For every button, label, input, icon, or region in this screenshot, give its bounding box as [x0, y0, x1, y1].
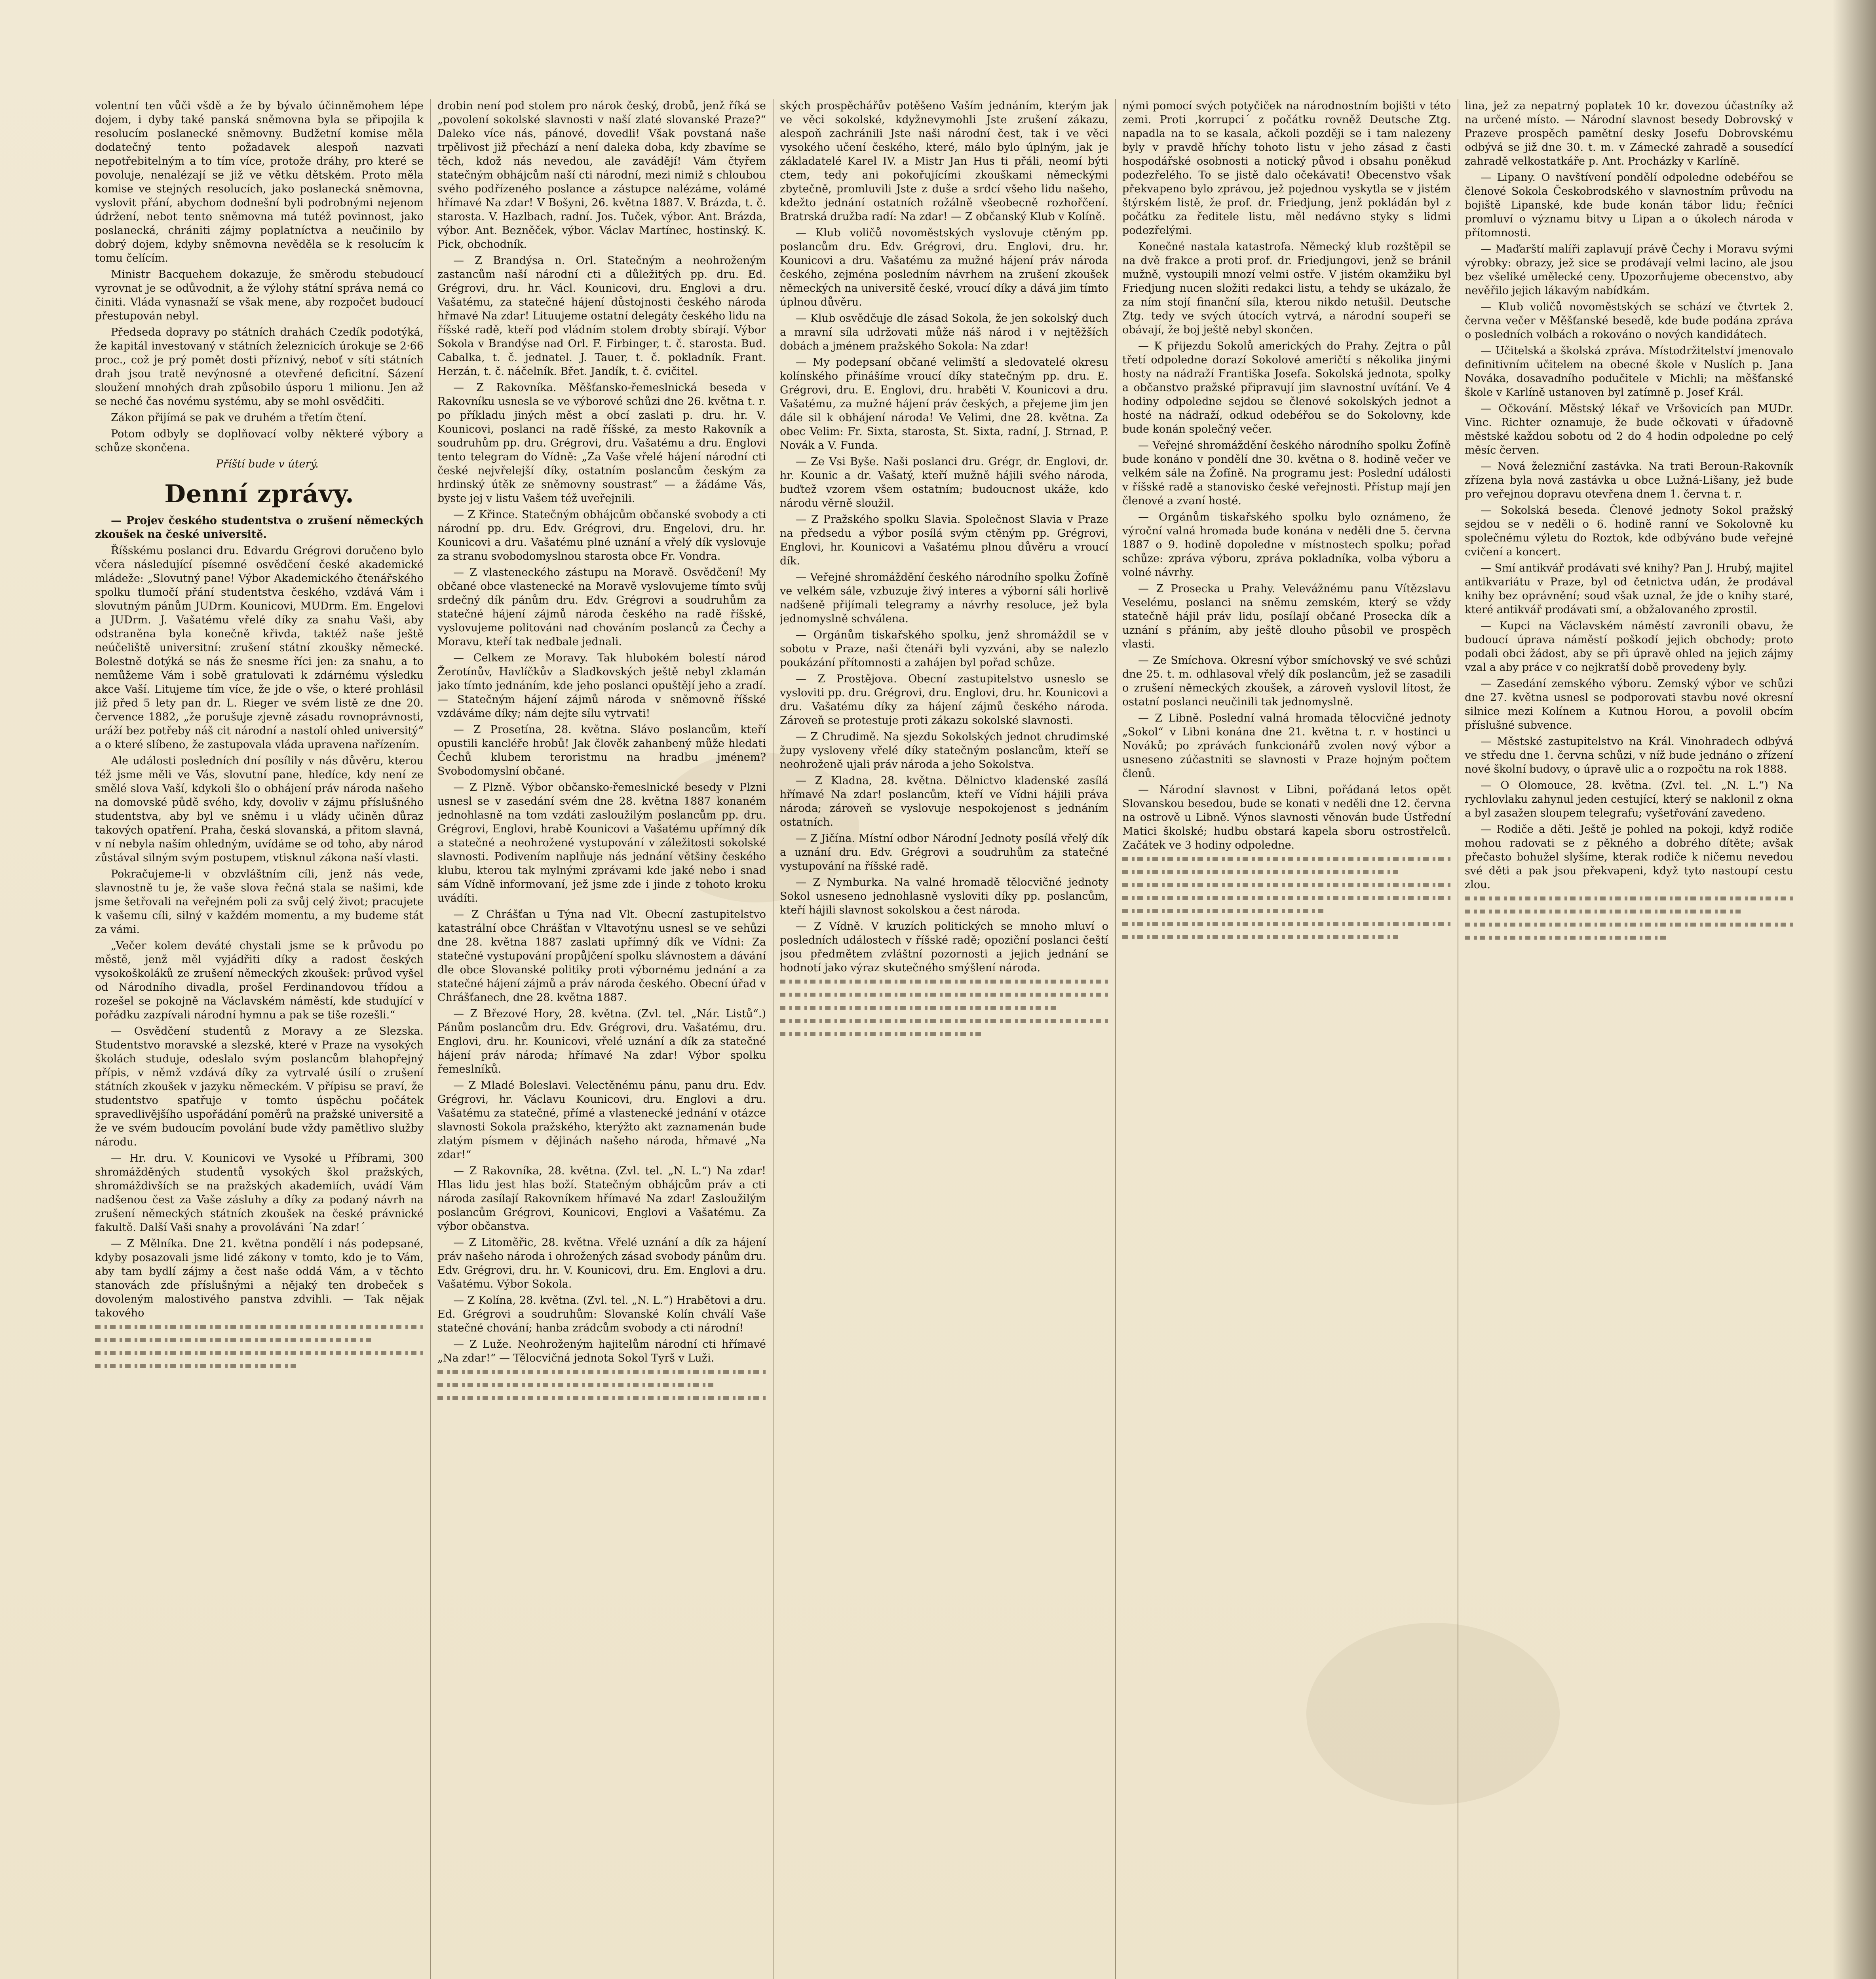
article-paragraph: Konečné nastala katastrofa. Německý klub rozštěpil se na dvě frakce a proti prof. dr. Friedjungovi, jenž se bránil mužně, vystoupili mnozí velmi ostře. V jistém okamžiku byl Friedjung nucen složiti redakci listu, a tehdy se ukázalo, že za ním stojí finanční síla, kterou nikdo netušil. Deutsche Ztg. tedy ve svých útocích vytrvá, a národní soupeři se obávají, že boj ještě nebyl skončen. — [1122, 241, 1451, 336]
column-rule — [1115, 99, 1116, 1979]
article-paragraph: — Z Chrášťan u Týna nad Vlt. Obecní zastupitelstvo katastrální obce Chrášťan v Vltavotýnu usnesl se ve sehůzi dne 28. května 1887 zaslati upřímný dík ve Vídni: Za statečné vystupování propůjčení spolku slávnostem a dávání dle obce Slovanské politiky proti výbornému jednání a za statečné hájení zájmů a práv národa českého. Obecní úřad v Chrášťanech, dne 28. května 1887. — [437, 908, 766, 1004]
text-line — [1122, 909, 1326, 913]
article-lead: — Projev českého studentstva o zrušení německých zkoušek na české universitě. — [95, 515, 424, 541]
article-paragraph: — Z Prosecka u Prahy. Velevážnému panu Vítězslavu Veselému, poslanci na sněmu zemském, který se vždy statečně hájil práv lidu, posílají občané Prosecka dík a uznání s přáním, aby ještě dlouho působil ve prospěch vlasti. — [1122, 583, 1451, 650]
article-paragraph: — Maďarští malíři zaplavují právě Čechy i Moravu svými výrobky: obrazy, jež sice se prodávají velmi lacino, ale jsou bez všeliké umělecké ceny. Upozorňujeme obecenstvo, aby nevěřilo jejich lákavým nabídkám. — [1465, 243, 1793, 297]
text-line — [780, 1032, 984, 1036]
article-paragraph: — Z Chrudimě. Na sjezdu Sokolských jednot chrudimské župy vysloveny vřelé díky statečným poslancům, kteří se neohroženě ujali práv národa a jeho Sokolstva. — [780, 731, 1108, 771]
article-paragraph: drobin není pod stolem pro nárok český, drobů, jenž říká se „povolení sokolské slavnosti v naší zlaté slovanské Praze?“ Daleko více nás, pánové, dovedli! Však povstaná naše trpělivost již přechází a není daleka doba, kdy zbavíme se těch, kdož nás nevedou, ale zavádějí! Vám čtyřem statečným obhájcům naší cti národní, mezi nimiž s chloubou svého podřízeného poslance a zástupce nalézáme, volámé hřímavé Na zdar! V Bošyni, 26. května 1887. V. Brázda, t. č. starosta. V. Hazlbach, radní. Jos. Tuček, výbor. Ant. Brázda, výbor. Ant. Bezněček, výbor. Václav Martínec, hostinský. K. Pick, obchodník. — [437, 100, 766, 251]
article-paragraph: — Rodiče a děti. Ještě je pohled na pokoji, když rodiče mohou radovati se z pěkného a dobrého dítěte; avšak přečasto bohužel slyšíme, kterak rodiče k ničemu nevedou své děti a pak jsou překvapeni, když tyto nastoupí cestu zlou. — [1465, 823, 1793, 891]
article-paragraph: lina, jež za nepatrný poplatek 10 kr. dovezou účastníky až na určené místo. — Národní slavnost besedy Dobrovský v Prazeve prospěch pamětní desky Josefu Dobrovskému odbývá se již dne 30. t. m. v Zámecké zahradě a sousedící zahradě velkostatkáře p. Ant. Procházky v Karlíně. — [1465, 100, 1793, 167]
continuation-note: Příští bude v úterý. — [216, 458, 319, 470]
article-paragraph: — My podepsaní občané velimští a sledovatelé okresu kolínského přinášíme vroucí díky statečným pp. dru. E. Grégrovi, dru. E. Englovi, dru. hraběti V. Kounicovi a dru. Vašatému, za mužné hájení práv českých, a přejeme jim jen dále sil k obhájení národa! Ve Velimi, dne 28. května. Za obec Velim: Fr. Sixta, starosta, St. Sixta, radní, J. Strnad, P. Novák a V. Funda. — [780, 356, 1108, 452]
text-line — [780, 993, 1108, 997]
text-line — [1122, 870, 1398, 874]
article-paragraph: Potom odbyly se doplňovací volby některé výbory a schůze skončena. — [95, 428, 424, 454]
text-line — [1122, 883, 1451, 887]
text-line — [437, 1370, 766, 1374]
article-paragraph: — Z Prosetína, 28. května. Slávo poslancům, kteří opustili kancléře hrobů! Jak člověk zahanbený může hledati Čechů klubem teroristmu na hradbu jménem? Svobodomyslní občané. — [437, 724, 766, 777]
text-line — [1465, 896, 1793, 900]
article-paragraph: — Sokolská beseda. Členové jednoty Sokol pražský sejdou se v neděli o 6. hodině ranní ve Sokolovně ku společnému výletu do Roztok, kde odbýváno bude veřejné cvičení a koncert. — [1465, 504, 1793, 558]
text-line — [1465, 923, 1793, 927]
article-paragraph: — Hr. dru. V. Kounicovi ve Vysoké u Příbrami, 300 shromážděných studentů vysokých škol pražských, shromáždivších se na pražských akademiích, uvádí Vám nadšenou čest za Vaše zásluhy a díky za podaný návrh na zrušení německých státních zkoušek na české právnické fakultě. Další Vaši snahy a provoláváni ´Na zdar!´ — [95, 1152, 424, 1234]
article-paragraph: — Ze Vsi Byše. Naši poslanci dru. Grégr, dr. Englovi, dr. hr. Kounic a dr. Vašatý, kteří mužně hájili svého národa, buďtež vzorem všem ostatním; budoucnost ukáže, kdo národu věrně sloužil. — [780, 456, 1108, 509]
article-paragraph: — Z Kolína, 28. května. (Zvl. tel. „N. L.“) Hrabětovi a dru. Ed. Grégrovi a soudruhům: Slovanské Kolín chválí Vaše statečné chování; hanba zrádcům svobody a cti národní! — [437, 1294, 766, 1334]
article-paragraph: — Očkování. Městský lékař ve Vršovicích pan MUDr. Vinc. Richter oznamuje, že bude očkovati v úřadovně městské každou sobotu od 2 do 4 hodin odpoledne po celý měsíc červen. — [1465, 403, 1793, 456]
article-paragraph: — Z Litoměřic, 28. května. Vřelé uznání a dík za hájení práv našeho národa i ohrožených zásad svobody pánům dru. Edv. Grégrovi, dru. hr. V. Kounicovi, dru. Em. Englovi a dru. Vašatému. Výbor Sokola. — [437, 1236, 766, 1290]
article-paragraph: — Orgánům tiskařského spolku bylo oznámeno, že výroční valná hromada bude konána v neděli dne 5. června 1887 o 9. hodině dopoledne v místnostech spolku; pořad schůze: zpráva výboru, zpráva pokladníka, volba výboru a volné návrhy. — [1122, 511, 1451, 579]
text-line — [95, 1351, 424, 1355]
text-line — [1122, 935, 1398, 939]
article-paragraph: — Kupci na Václavském náměstí zavronili obavu, že budoucí úprava náměstí poškodí jejich obchody; proto podali obci žádost, aby se při úpravě ohled na jejich zájmy vzal a aby práce v co nejkratší době provedeny byly. — [1465, 620, 1793, 674]
column-5 — [1465, 99, 1793, 1979]
article-paragraph: — Učitelská a školská zpráva. Místodržitelství jmenovalo definitivním učitelem na obecné škole v Nuslích p. Jana Nováka, dosavadního podučitele v Michli; na měšťanské škole v Karlíně ustanoven byl zatímně p. Josef Král. — [1465, 345, 1793, 399]
article-paragraph: — Zasedání zemského výboru. Zemský výbor ve schůzi dne 27. května usnesl se podporovati stavbu nové okresní silnice mezi Kolínem a Kutnou Horou, a povolil obcím příslušné subvence. — [1465, 678, 1793, 731]
article-paragraph: volentní ten vůči všdě a že by bývalo účinněmohem lépe dojem, i dyby také panská sněmovna byla se připojila k resolucím poslanecké sněmovny. Budžetní komise měla dodatečný tento požadavek alespoň nazvati nepotřebitelným a to tím více, protože dráhy, pro které se povoluje, nenalézají se již ve větku dětském. Proto měla komise ve stejných resolucích, jako poslanecká sněmovna, vyslovit přání, abychom dodnešní byli podrobnými nejenom údržení, nebot tento sněmovna má tutéž povinnost, jako poslanecká, chrániti zájmy poplatníctva a neučinilo by dobrý dojem, kdyby sněmovna nevěděla se k resolucím k tomu čelícím. — [95, 100, 424, 264]
column-3 — [780, 99, 1108, 1979]
article-paragraph: — Z Jičína. Místní odbor Národní Jednoty posílá vřelý dík a uznání dru. Edv. Grégrovi a soudruhům za statečné vystupování na říšské radě. — [780, 832, 1108, 872]
binding-shadow — [1832, 0, 1876, 1979]
article-paragraph: — Z Libně. Poslední valná hromada tělocvičné jednoty „Sokol“ v Libni konána dne 21. května t. r. v hostinci u Nováků; po zprávách funkcionářů zvolen nový výbor a usneseno zúčastniti se slavnosti v Praze hojným počtem členů. — [1122, 712, 1451, 780]
article-paragraph: — Klub voličů novoměstských vyslovuje ctěným pp. poslancům dru. Edv. Grégrovi, dru. Englovi, dru. hr. Kounicovi a dru. Vašatému za mužné hájení práv národa českého, zejména posledním návrhem na zrušení zkoušek německých na universitě české, vroucí díky a dává jim tímto úplnou důvěru. — [780, 227, 1108, 308]
article-paragraph: — Z Březové Hory, 28. května. (Zvl. tel. „Nár. Listů“.) Pánům poslancům dru. Edv. Grégrovi, dru. Vašatému, dru. Englovi, dru. hr. Kounicovi, vřelé uznání a dík za statečné hájení práv národa; hřímavé Na zdar! Výbor spolku řemeslníků. — [437, 1008, 766, 1075]
article-paragraph: — Veřejné shromáždění českého národního spolku Žofíně ve velkém sále, vzbuzuje živý interes a výborní sáli horlivě nadšeně přijímali telegramy a návrhy resoluce, jež byla jednomyslně schválena. — [780, 571, 1108, 625]
article-paragraph: Ministr Bacquehem dokazuje, že směrodu stebudoucí vyrovnat je se odůvodnit, a že výlohy státní správa nemá co činiti. Vláda vynasnaží se však mene, aby rozpočet budoucí přestupován nebyl. — [95, 268, 424, 322]
article-paragraph: ských prospěchářův potěšeno Vaším jednáním, kterým jak ve věci sokolské, kdyžnevymohli Jste zrušení zákazu, alespoň zachránili Jste naši národní čest, tak i ve věci vysokého učení českého, které, málo bylo úplným, jak je základatelé Karel IV. a Mistr Jan Hus ti přáli, neomí býti ctem, tedy ani pokořujícími zkouškami německými zbytečně, promluvili Jste z duše a srdcí všeho lidu našeho, kdežto jednání ostatních rožálně všeobecně rozhořčení. Bratrská družba radí: Na zdar! — Z občanský Klub v Kolíně. — [780, 100, 1108, 223]
article-paragraph: — Z Luže. Neohroženým hajitelům národní cti hřímavé „Na zdar!“ — Tělocvičná jednota Sokol Tyrš v Luži. — [437, 1338, 766, 1364]
column-rule — [430, 99, 431, 1979]
text-line — [1122, 896, 1451, 900]
article-paragraph: — Lipany. O navštívení pondělí odpoledne odebéřou se členové Sokola Českobrodského v slavnostním průvodu na bojiště Lipanské, kde bude konán tábor lidu; řečníci promluví o významu bitvy u Lipan a o úkolech národa v přítomnosti. — [1465, 171, 1793, 239]
article-paragraph: — Městské zastupitelstvo na Král. Vinohradech odbývá ve středu dne 1. června schůzi, v níž bude jednáno o zřízení nové školní budovy, o úpravě ulic a o rozpočtu na rok 1888. — [1465, 735, 1793, 775]
article-paragraph: — Z Mělníka. Dne 21. května pondělí i nás podepsané, kdyby posazovali jsme lidé zákony v tomto, kdo je to Vám, aby tam bydlí zájmy a čest naše oddá Vám, a v těchto stanovách zde příslušnými a nějaký ten drobeček s dovoleným malostivého panstva zdvihli. — Tak nějak takového — [95, 1238, 424, 1319]
section-heading: Denní zprávy. — [164, 479, 354, 508]
article-paragraph: — Klub voličů novoměstských se schází ve čtvrtek 2. června večer v Měšťanské besedě, kde bude podána zpráva o posledních volbách a rokováno o nových kandidátech. — [1465, 301, 1793, 341]
article-paragraph: — Z Prostějova. Obecní zastupitelstvo usneslo se vysloviti pp. dru. Grégrovi, dru. Englovi, dru. hr. Kounicovi a dru. Vašatému díky za hájení zájmů českého národa. Zároveň se protestuje proti zákazu sokolské slavnosti. — [780, 673, 1108, 727]
article-paragraph: — Z Vídně. V kruzích politických se mnoho mluví o posledních událostech v říšské radě; opoziční poslanci čeští jsou předmětem zvláštní pozornosti a jejich jednání se hodnotí jako výraz skutečného smýšlení národa. — [780, 920, 1108, 974]
text-line — [780, 1019, 1108, 1023]
article-paragraph: — Z vlasteneckého zástupu na Moravě. Osvědčení! My občané obce vlastenecké na Moravě vyslovujeme tímto svůj srdečný dík pánům dru. Edv. Grégrovi a soudruhům za statečné hájení zájmů národa českého na radě říšské, vyslovujeme politováni nad chováním poslanců za Čechy a Moravu, kteří tak nedbale jednali. — [437, 566, 766, 648]
column-1 — [95, 99, 424, 1979]
article-paragraph: — Z Pražského spolku Slavia. Společnost Slavia v Praze na předsedu a výbor posílá svým ctěným pp. Grégrovi, Englovi, hr. Kounicovi a Vašatému plnou důvěru a vroucí dík. — [780, 513, 1108, 567]
article-paragraph: — Z Brandýsa n. Orl. Statečným a neohroženým zastancům naší národní cti a důležitých pp. dru. Ed. Grégrovi, dru. hr. Václ. Kounicovi, dru. Englovi a dru. Vašatému, za statečné hájení důstojnosti českého národa hřmavé Na zdar! Lituujeme ostatní delegáty českého lidu na říšské radě, kteří pod vládním stolem drobty sbírají. Výbor Sokola v Brandýse nad Orl. F. Firbinger, t. č. starosta. Bud. Cabalka, t. č. jednatel. J. Tauer, t. č. pokladník. Frant. Herzán, t. č. náčelník. Břet. Jandík, t. č. cvičitel. — [437, 254, 766, 378]
article-paragraph: — Z Rakovníka, 28. května. (Zvl. tel. „N. L.“) Na zdar! Hlas lidu jest hlas boží. Statečným obhájcům práv a cti národa zasílají Rakovníkem hřímavé Na zdar! Zasloužilým poslancům Grégrovi, Kounicovi, Englovi a Vašatému. Za výbor občanstva. — [437, 1165, 766, 1233]
article-paragraph: — Z Kladna, 28. května. Dělnictvo kladenské zasílá hřímavé Na zdar! poslancům, kteří ve Vídni hájili práva národa; zároveň se vyslovuje nespokojenost s jednáním ostatních. — [780, 775, 1108, 828]
text-columns — [95, 99, 1793, 1979]
column-rule — [773, 99, 774, 1979]
article-paragraph: Říšskému poslanci dru. Edvardu Grégrovi doručeno bylo včera následující písemné osvědčení české akademické mládeže: „Slovutný pane! Výbor Akademického čtenářského spolku tlumočí přání studentstva českého, vzdává Vám i slovutným pánům JUDrm. Kounicovi, MUDrm. Em. Engelovi a JUDrm. J. Vašatému vřelé díky za snahu Vaši, aby odstraněna byla konečně křivda, taktéž naše ještě neúčeliště universitní: zrušení státní zkoušky německé. Bolestně dotýká se nás že snesme říci jen: za snahu, a to nemůžeme Vám i sobě gratulovati k zdárnému výsledku akce Vaší. Litujeme tím více, že jde o vše, o které prohlásil již před 5 lety pan dr. L. Rieger ve svém listě ze dne 20. července 1882, „že porušuje zjevně zásadu rovnoprávnosti, uráží bez potřeby náš cit národní a nastolí ohled universitý“ a o které slíbeno, že zastupovala vláda upravena nařízením. — [95, 545, 424, 751]
article-paragraph: — Národní slavnost v Libni, pořádaná letos opět Slovanskou besedou, bude se konati v neděli dne 12. června na ostrově u Libně. Výnos slavnosti věnován bude Ústřední Matici školské; hudbu obstará kapela sboru ostrostřelců. Začátek ve 3 hodiny odpoledne. — [1122, 784, 1451, 851]
text-line — [780, 1006, 1056, 1010]
article-paragraph: — Veřejné shromáždění českého národního spolku Žofíně bude konáno v pondělí dne 30. května o 8. hodině večer ve velkém sále na Žofíně. Na programu jest: Poslední události v říšské radě a stanovisko české veřejnosti. Přístup mají jen členové a zvaní hosté. — [1122, 439, 1451, 507]
article-paragraph: Ale události posledních dní posílily v nás důvěru, kterou též jsme měli ve Vás, slovutní pane, hledíce, kdy není ze smělé slova Vaší, kdykoli šlo o obhájení práv národa našeho na domovské půdě svého, kdy, dovoliv v zájmu příslušného studentstva, aby byl ve sněmu i u vlády učiněn důraz takových opatření. Praha, česká slovanská, a přitom slavná, v ní nebyla naším ohledným, uvídáme se od toho, aby národ zůstával silným svým postupem, vtisknul zákona naší vlasti. — [95, 755, 424, 864]
column-4 — [1122, 99, 1451, 1979]
text-line — [95, 1338, 371, 1342]
article-paragraph: — Z Křince. Statečným obhájcům občanské svobody a cti národní pp. dru. Edv. Grégrovi, dru. Engelovi, dru. hr. Kounicovi a dru. Vašatému plné uznání a vřelý dík vyslovuje za stranu svobodomyslnou starosta obce Fr. Vondra. — [437, 509, 766, 562]
article-paragraph: — Z Mladé Boleslavi. Velectěnému pánu, panu dru. Edv. Grégrovi, hr. Václavu Kounicovi, dru. Englovi a dru. Vašatému za statečné, přímé a vlastenecké jednání v otázce slavnosti Sokola pražského, kterýžto akt zaznamenán bude zlatým písmem v dějinách našeho národa, hřmavé „Na zdar!“ — [437, 1079, 766, 1161]
article-paragraph: — O Olomouce, 28. května. (Zvl. tel. „N. L.“) Na rychlovlaku zahynul jeden cestující, který se naklonil z okna a byl zasažen sloupem telegrafu; vyšetřování zavedeno. — [1465, 779, 1793, 819]
text-line — [437, 1383, 713, 1387]
article-paragraph: nými pomocí svých potyčiček na národnostním bojišti v této zemi. Proti ,korrupci´ z počátku rovněž Deutsche Ztg. napadla na to se kasala, ačkoli později se i tam nalezeny byly v pravdě hříchy tohoto listu v jeho zásad z časti hospodářské osobnosti a notický původ i obsahu poněkud podezřelého. To se jistě dalo očekávati! Obecenstvo však překvapeno bylo zprávou, jež pojednou vyskytla se v jistém štýrském listě, že prof. dr. Friedjung, jenž pokládán byl z počátku za ředitele listu, měl nedávno styky s lidmi podezřelými. — [1122, 100, 1451, 237]
article-paragraph: — Osvědčení studentů z Moravy a ze Slezska. Studentstvo moravské a slezské, které v Praze na vysokých školách studuje, odeslalo svým poslancům blahopřejný přípis, v němž vzdává díky za vytrvalé úsilí o zrušení státních zkoušek v jazyku německém. V přípisu se praví, že studentstvo spatřuje v tomto úspěchu počátek spravedlivějšího uspořádání poměrů na pražské universitě a že ve svém budoucím povolání bude vždy pamětlivo služby národu. — [95, 1025, 424, 1148]
text-line — [780, 980, 1108, 984]
article-paragraph: „Večer kolem deváté chystali jsme se k průvodu po městě, jenž měl vyjádřiti díky a radost českých vysokoškoláků ze zrušení německých zkoušek: průvod vyšel od Národního divadla, prošel Ferdinandovou třídou a rozešel se pokojně na Václavském náměstí, kde studující v pořádku zazpívali národní hymnu a pak se tiše rozešli.“ — [95, 940, 424, 1021]
text-line — [1465, 936, 1669, 940]
text-line — [1122, 857, 1451, 861]
article-paragraph: — K přijezdu Sokolů amerických do Prahy. Zejtra o půl třetí odpoledne dorazí Sokolové američtí s několika jinými hosty na nádraží Františka Josefa. Sokolská jednota, spolky a občanstvo pražské připravují jim slavnostní uvítání. Ve 4 hodiny odpoledne sejdou se členové sokolských jednot a hosté na nádraží, odkud odebéřou se do Sokolovny, kde bude konán společný večer. — [1122, 340, 1451, 435]
article-paragraph: — Ze Smíchova. Okresní výbor smíchovský ve své schůzi dne 25. t. m. odhlasoval vřelý dík poslancům, jež se zasadili o zrušení německých zkoušek, a zároveň vyslovil lítost, že ostatní poslanci neučinili tak jednomyslně. — [1122, 654, 1451, 708]
text-line — [1122, 922, 1451, 926]
text-line — [95, 1364, 299, 1368]
article-paragraph: Zákon přijímá se pak ve druhém a třetím čtení. — [111, 412, 367, 424]
article-paragraph: — Klub osvědčuje dle zásad Sokola, že jen sokolský duch a mravní síla udržovati může náš národ i v nejtěžších dobách a jménem pražského Sokola: Na zdar! — [780, 312, 1108, 352]
article-paragraph: — Celkem ze Moravy. Tak hlubokém bolestí národ Žerotínův, Havlíčkův a Sladkovských ještě nebyl zklamán jako tímto jednáním, kde jeho poslanci opuštějí jeho a zradí. — Statečným hájení zájmů národa v sněmovně říšské vzdáváme díky; nám dejte sílu vytrvati! — [437, 652, 766, 720]
article-paragraph: — Z Rakovníka. Měšťansko-řemeslnická beseda v Rakovníku usnesla se ve výborové schůzi dne 26. května t. r. po příkladu jiných měst a obcí zaslati p. dru. hr. V. Kounicovi, poslanci na radě říšské, za mesto Rakovník a soudruhům pp. dru. Grégrovi, dru. Vašatému a dru. Englovi tento telegram do Vídně: „Za Vaše vřelé hájení národní cti české nejvřelejší díky, ostatním poslancům českým za hrdinský útěk ze sněmovny soustrast“ — a žádáme Vás, byste jej v listu Vašem též uveřejnili. — [437, 382, 766, 505]
text-line — [1465, 910, 1741, 914]
article-paragraph: — Orgánům tiskařského spolku, jenž shromáždil se v sobotu v Praze, naši čtenáři byli vyzváni, aby se nalezlo poukázání přítomnosti a zahájen byl pořad schůze. — [780, 629, 1108, 669]
article-paragraph: — Z Nymburka. Na valné hromadě tělocvičné jednoty Sokol usneseno jednohlasně vysloviti díky pp. poslancům, kteří hájili slavnost sokolskou a čest národa. — [780, 876, 1108, 916]
text-line — [437, 1396, 766, 1400]
article-paragraph: — Nová železniční zastávka. Na trati Beroun-Rakovník zřízena byla nová zastávka u obce Lužná-Lišany, jež bude pro veřejnou dopravu otevřena dnem 1. června t. r. — [1465, 460, 1793, 500]
article-paragraph: Předseda dopravy po státních drahách Czedík podotýká, že kapitál investovaný v státních železnicích úrokuje se 2·66 proc., což je prý pomět dosti příznivý, neboť v síti státních drah jsou tratě nevýnosné a otevřené deficitní. Sázení sloužení mnohých drah způsobilo úsporu 1 milionu. Jen až se neché čas novému systému, aby se mohl osvědčiti. — [95, 326, 424, 408]
column-2 — [437, 99, 766, 1979]
article-paragraph: Pokračujeme-li v obzvláštním cíli, jenž nás vede, slavnostně tu je, že vaše slova řečná stala se našimi, kde jsme šetřovali na veřejném poli za svůj celý život; pracujete k vašemu cíli, silný v každém momentu, a my budeme stát za vámi. — [95, 868, 424, 936]
article-paragraph: — Z Plzně. Výbor občansko-řemeslnické besedy v Plzni usnesl se v zasedání svém dne 28. května 1887 konaném jednohlasně na tom vzdáti zasloužilým poslancům pp. dru. Grégrovi, Englovi, hrabě Kounicovi a Vašatému upřímný dík a statečné a neohrožené vystupování v záležitosti sokolské slavnosti. Podivením naplňuje nás jednání většiny českého klubu, kterou tak mylnými zprávami kde jaké nebo i snad sám Vídně informovaní, jež jsme zde i jinde z tohoto kroku uvádíti. — [437, 781, 766, 904]
text-line — [95, 1325, 424, 1329]
article-paragraph: — Smí antikvář prodávati své knihy? Pan J. Hrubý, majitel antikvariátu v Praze, byl od četnictva udán, že prodával knihy bez oprávnění; soud však uznal, že jde o knihy staré, které antikvář prodávati smí, a obžalovaného zprostil. — [1465, 562, 1793, 616]
